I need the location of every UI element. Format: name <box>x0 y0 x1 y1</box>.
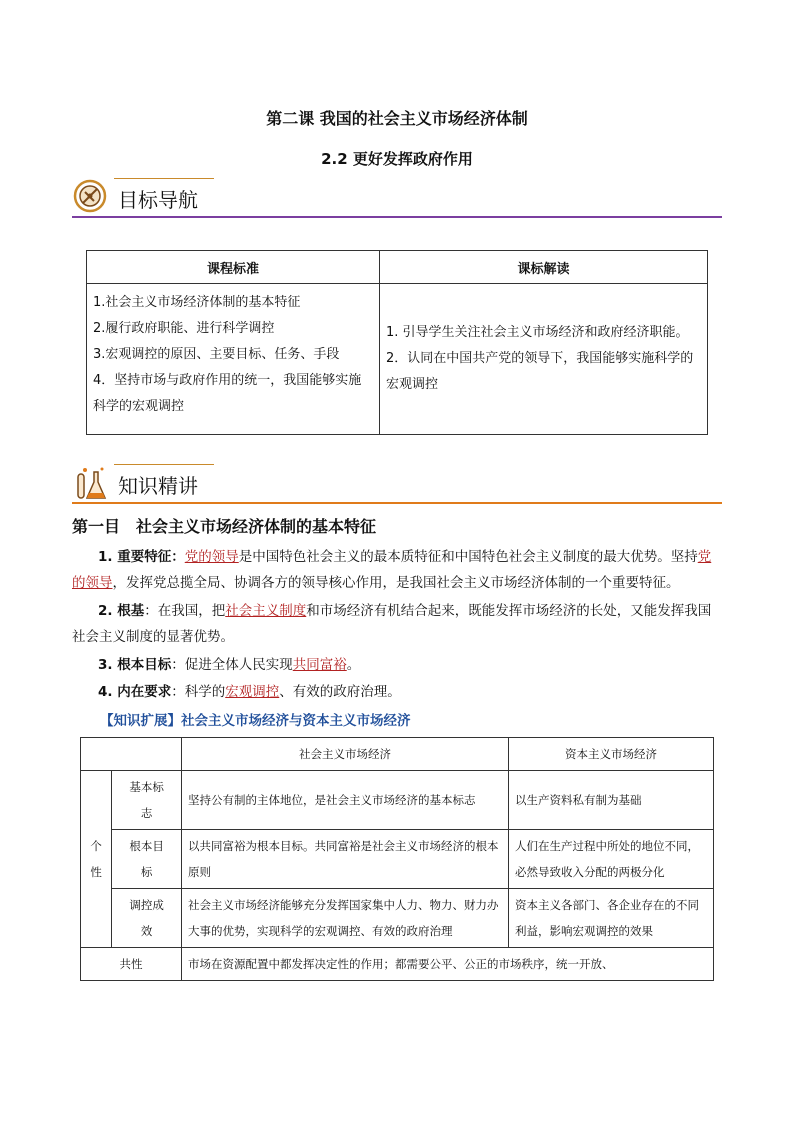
header-decoration-line <box>114 464 214 465</box>
item-number: 2. 根基 <box>98 603 145 619</box>
page-title: 第二课 我国的社会主义市场经济体制 <box>266 109 528 128</box>
list-item: 1.社会主义市场经济体制的基本特征 <box>93 295 301 310</box>
text: ：在我国，把 <box>144 603 226 619</box>
keyword: 社会主义制度 <box>225 603 307 619</box>
table-row <box>81 889 714 948</box>
text: ：促进全体人民实现 <box>171 657 293 673</box>
common-label: 共性 <box>81 948 182 981</box>
table-header-interpretation: 课标解读 <box>380 251 708 284</box>
capitalist-cell: 人们在生产过程中所处的地位不同，必然导致收入分配的两极分化 <box>509 830 714 889</box>
lab-flask-icon <box>72 466 110 506</box>
row-label: 基本标志 <box>112 771 182 830</box>
list-item: 3.宏观调控的原因、主要目标、任务、手段 <box>93 347 340 362</box>
text: 、有效的政府治理。 <box>279 684 401 700</box>
keyword: 党的领导 <box>184 549 239 565</box>
header-decoration-line <box>114 178 214 179</box>
comparison-table <box>80 737 714 981</box>
table-header-row <box>87 251 708 284</box>
item-colon: ： <box>171 549 185 565</box>
item-number: 1. 重要特征 <box>98 549 172 565</box>
socialist-cell: 以共同富裕为根本目标。共同富裕是社会主义市场经济的根本原则 <box>182 830 509 889</box>
socialist-cell: 坚持公有制的主体地位，是社会主义市场经济的基本标志 <box>182 771 509 830</box>
paragraph-foundation <box>72 598 722 650</box>
extension-title: 【知识扩展】社会主义市场经济与资本主义市场经济 <box>100 713 411 729</box>
list-item: 1. 引导学生关注社会主义市场经济和政府经济职能。 <box>386 325 689 340</box>
capitalist-cell: 资本主义各部门、各企业存在的不同利益，影响宏观调控的效果 <box>509 889 714 948</box>
paragraph-requirement <box>72 679 722 705</box>
table-row <box>81 948 714 981</box>
text: 和市场经济有机结合起来，既能发挥市场经济的长处，又能发挥我国社会主义制度的显著优势。 <box>72 603 712 645</box>
keyword: 宏观调控 <box>225 684 280 700</box>
section-divider <box>72 502 722 504</box>
compass-badge-icon <box>72 178 108 218</box>
item-number: 3. 根本目标 <box>98 657 172 673</box>
col-header-socialist: 社会主义市场经济 <box>182 738 509 771</box>
empty-corner-cell <box>81 738 182 771</box>
col-header-capitalist: 资本主义市场经济 <box>509 738 714 771</box>
section-header-knowledge <box>72 464 722 504</box>
keyword: 共同富裕 <box>292 657 347 673</box>
table-row <box>81 771 714 830</box>
table-row <box>87 284 708 435</box>
list-item: 4．坚持市场与政府作用的统一，我国能够实施科学的宏观调控 <box>93 373 362 414</box>
row-label: 调控成效 <box>112 889 182 948</box>
section-label: 目标导航 <box>118 188 198 212</box>
section-divider <box>72 216 722 218</box>
group-label-individuality <box>81 771 112 948</box>
list-item: 2．认同在中国共产党的领导下，我国能够实施科学的宏观调控 <box>386 351 694 392</box>
paragraph-key-feature <box>72 544 722 596</box>
topic-heading: 第一目 社会主义市场经济体制的基本特征 <box>72 517 377 536</box>
interpretation-cell <box>380 284 708 435</box>
curriculum-table <box>86 250 708 435</box>
capitalist-cell: 以生产资料私有制为基础 <box>509 771 714 830</box>
paragraph-goal <box>72 652 722 678</box>
table-row <box>81 830 714 889</box>
text: 。 <box>346 657 361 673</box>
table-header-standards: 课程标准 <box>87 251 380 284</box>
row-label: 根本目标 <box>112 830 182 889</box>
text: ：科学的 <box>171 684 226 700</box>
section-label: 知识精讲 <box>118 474 198 498</box>
group-label-text: 个性 <box>90 839 102 879</box>
table-header-row <box>81 738 714 771</box>
standards-cell <box>87 284 380 435</box>
common-cell: 市场在资源配置中都发挥决定性的作用；都需要公平、公正的市场秩序，统一开放、 <box>182 948 714 981</box>
list-item: 2.履行政府职能、进行科学调控 <box>93 321 275 336</box>
socialist-cell: 社会主义市场经济能够充分发挥国家集中人力、物力、财力办大事的优势，实现科学的宏观调控、有效的政府治理 <box>182 889 509 948</box>
text: 是中国特色社会主义的最本质特征和中国特色社会主义制度的最大优势。坚持 <box>238 549 698 565</box>
item-number: 4. 内在要求 <box>98 684 172 700</box>
keyword: 党的领导 <box>72 549 712 591</box>
text: ，发挥党总揽全局、协调各方的领导核心作用，是我国社会主义市场经济体制的一个重要特征。 <box>112 575 680 591</box>
page-subtitle: 2.2 更好发挥政府作用 <box>321 150 473 168</box>
section-header-goals <box>72 178 722 218</box>
